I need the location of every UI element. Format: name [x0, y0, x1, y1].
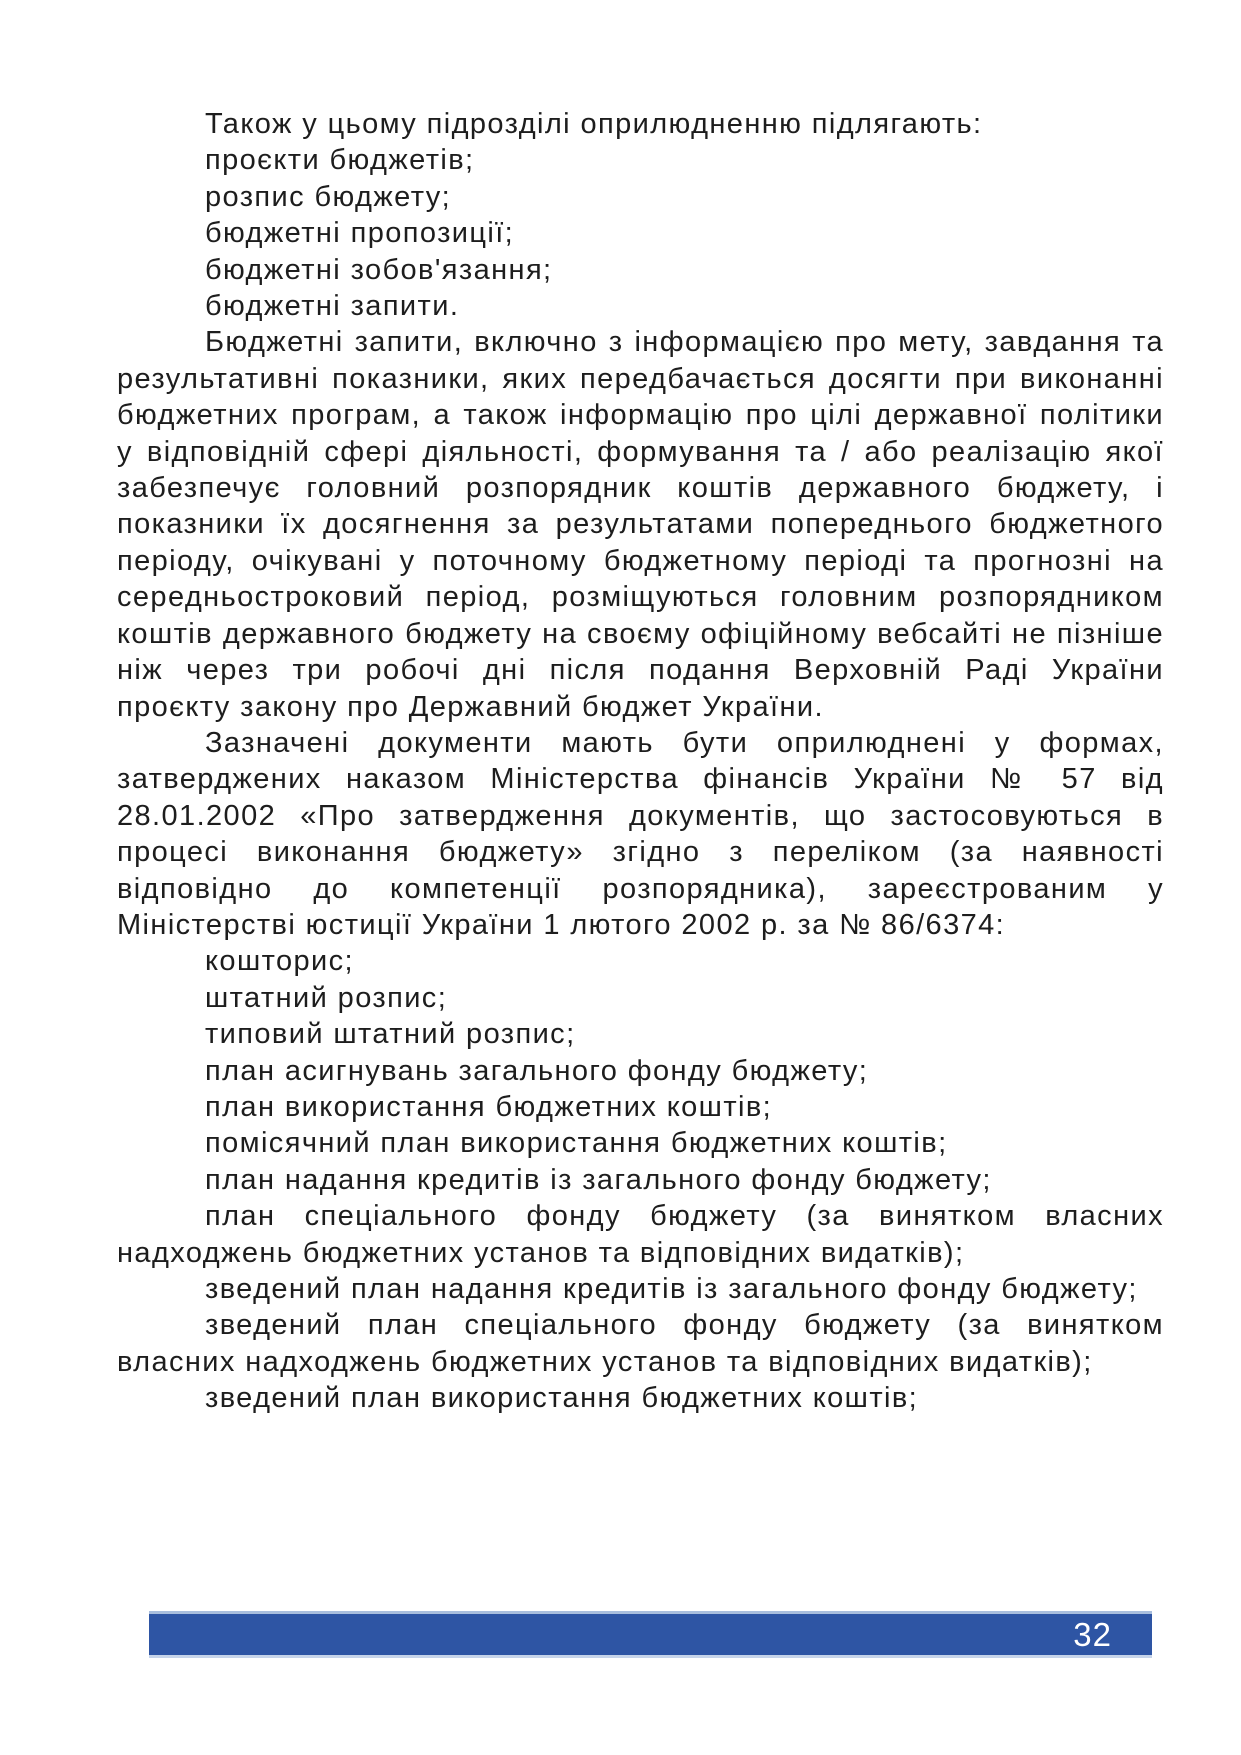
list-item: бюджетні пропозиції; [205, 217, 515, 250]
body-paragraph: Зазначені документи мають бути оприлюднені у формах, затверджених наказом Міністерства фінансів України № 57 від 28.01.2002 «Про затвердження документів, що застосовуються в процесі виконання бюджету» згідно з переліком (за наявності відповідно до компетенції розпорядника), зареєстрованим у Міністерстві юстиції України 1 лютого 2002 р. за № 86/6374: [117, 726, 1164, 941]
list-item: зведений план надання кредитів із загального фонду бюджету; [205, 1273, 1138, 1305]
list-item: типовий штатний розпис; [205, 1018, 576, 1051]
list-item: помісячний план використання бюджетних коштів; [205, 1127, 948, 1160]
list-item: штатний розпис; [205, 981, 448, 1014]
list-item: бюджетні зобов'язання; [205, 253, 553, 286]
footer-bar [149, 1611, 1152, 1658]
list-item: план використання бюджетних коштів; [205, 1090, 773, 1123]
intro-line: Також у цьому підрозділі оприлюдненню підлягають: [205, 108, 983, 140]
list-item: бюджетні запити. [205, 290, 460, 323]
list-item: план спеціального фонду бюджету (за винятком власних надходжень бюджетних установ та відповідних видатків); [117, 1200, 1164, 1269]
list-item: план надання кредитів із загального фонду бюджету; [205, 1163, 992, 1196]
list-item: зведений план використання бюджетних коштів; [205, 1382, 919, 1415]
page-number: 32 [1073, 1615, 1112, 1653]
list-item: розпис бюджету; [205, 180, 452, 213]
list-item: план асигнувань загального фонду бюджету; [205, 1054, 869, 1087]
body-paragraph: Бюджетні запити, включно з інформацією про мету, завдання та результативні показники, яких передбачається досягти при виконанні бюджетних програм, а також інформацію про цілі державної політики у відповідній сфері діяльності, формування та / або реалізацію якої забезпечує головний розпорядник коштів державного бюджету, і показники їх досягнення за результатами попереднього бюджетного періоду, очікувані у поточному бюджетному періоді та прогнозні на середньостроковий період, розміщуються головним розпорядником коштів державного бюджету на своєму офіційному вебсайті не пізніше ніж через три робочі дні після подання Верховній Раді України проєкту закону про Державний бюджет України. [117, 326, 1164, 723]
list-item: проєкти бюджетів; [205, 144, 475, 177]
page-text [117, 106, 1164, 1417]
list-item: зведений план спеціального фонду бюджету (за винятком власних надходжень бюджетних установ та відповідних видатків); [117, 1309, 1164, 1378]
list-item: кошторис; [205, 945, 354, 978]
